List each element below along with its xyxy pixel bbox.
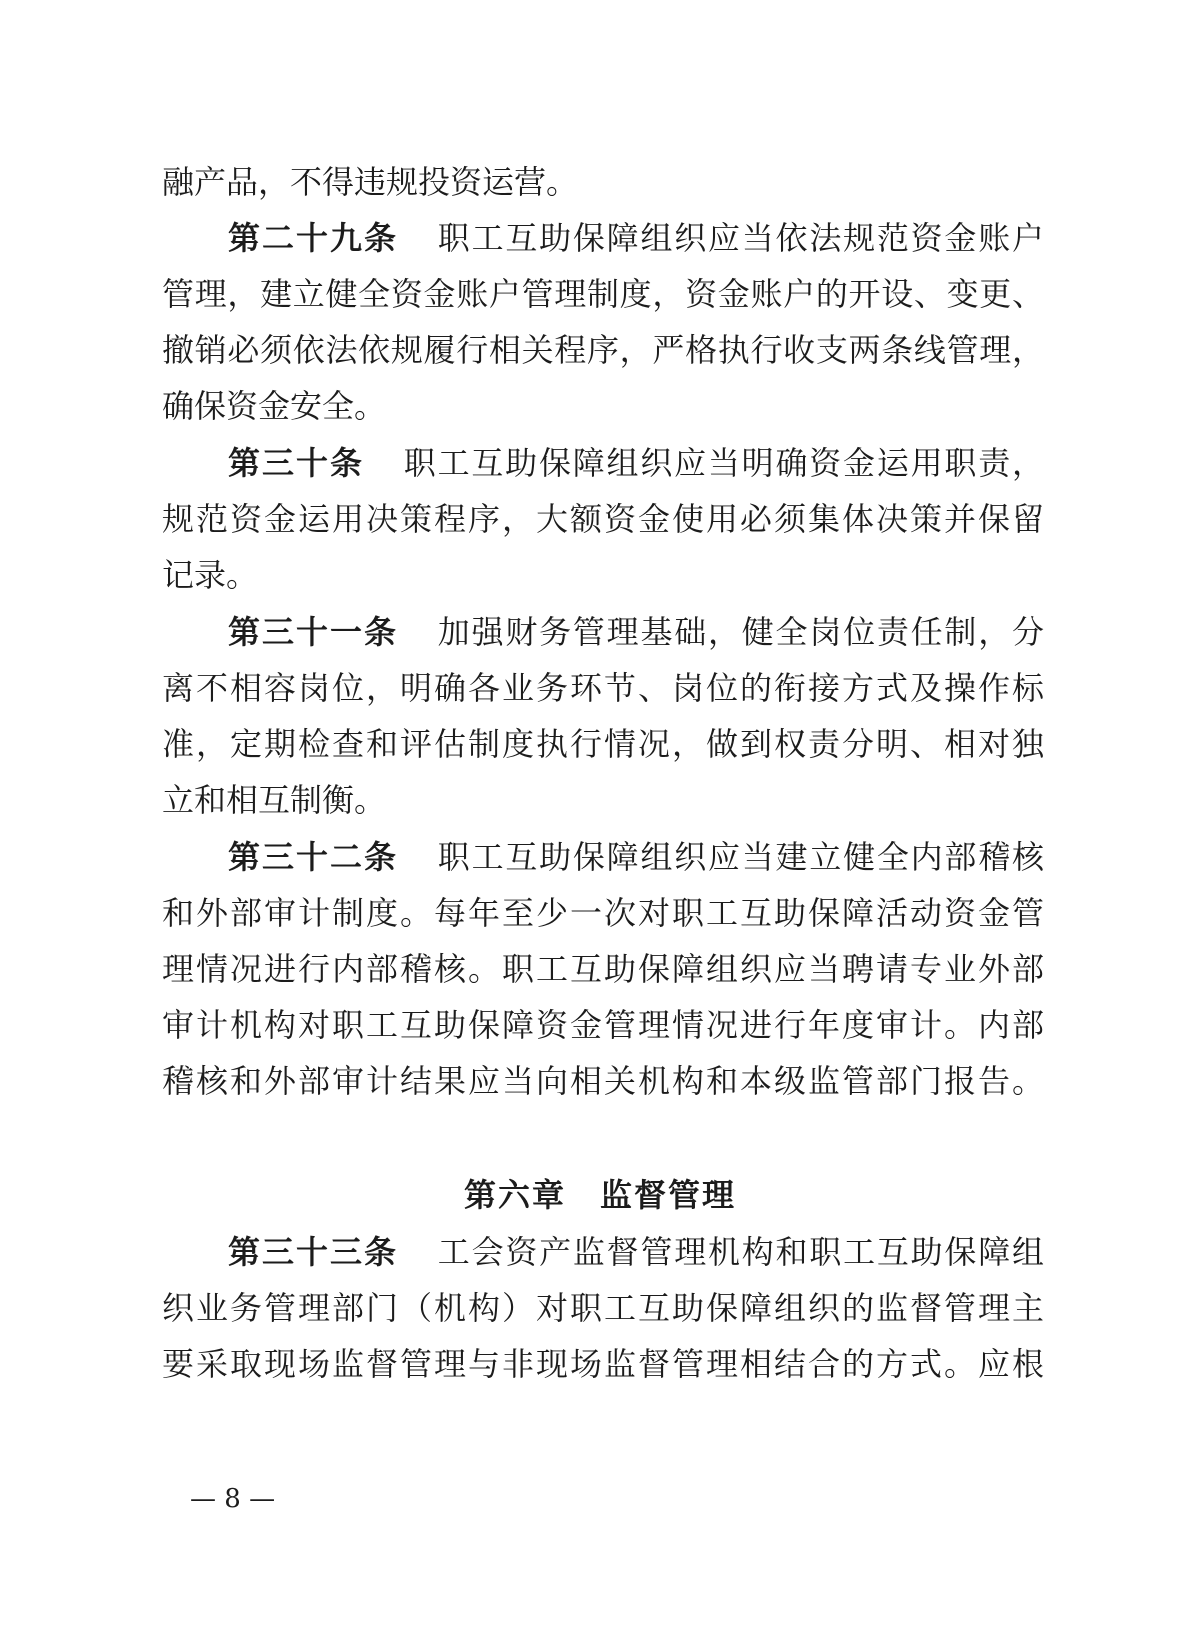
article-text: 职工互助保障组织应当明确资金运用职责， — [402, 444, 1044, 482]
article-number: 第二十九条 — [228, 219, 399, 257]
article-text: 职工互助保障组织应当依法规范资金账户 — [436, 219, 1044, 257]
body-line: 管理，建立健全资金账户管理制度，资金账户的开设、变更、 — [162, 275, 1044, 313]
article-first-line — [228, 439, 1044, 487]
body-line: 准，定期检查和评估制度执行情况，做到权责分明、相对独 — [162, 725, 1044, 763]
article-number: 第三十三条 — [228, 1233, 399, 1271]
body-line: 离不相容岗位，明确各业务环节、岗位的衔接方式及操作标 — [162, 669, 1044, 707]
body-line: 确保资金安全。 — [162, 387, 387, 425]
body-line: 织业务管理部门（机构）对职工互助保障组织的监督管理主 — [162, 1289, 1044, 1327]
article-first-line — [228, 833, 1044, 881]
page-number: — 8 — — [190, 1484, 276, 1514]
chapter-heading: 第六章 监督管理 — [463, 1176, 736, 1214]
body-line: 融产品，不得违规投资运营。 — [162, 163, 579, 201]
body-line: 理情况进行内部稽核。职工互助保障组织应当聘请专业外部 — [162, 950, 1044, 988]
body-line: 规范资金运用决策程序，大额资金使用必须集体决策并保留 — [162, 500, 1044, 538]
article-first-line — [228, 214, 1044, 262]
body-line: 和外部审计制度。每年至少一次对职工互助保障活动资金管 — [162, 894, 1044, 932]
article-number: 第三十一条 — [228, 613, 399, 651]
article-text: 加强财务管理基础，健全岗位责任制，分 — [436, 613, 1044, 651]
body-line: 要采取现场监督管理与非现场监督管理相结合的方式。应根 — [162, 1345, 1044, 1383]
body-line: 审计机构对职工互助保障资金管理情况进行年度审计。内部 — [162, 1006, 1044, 1044]
body-line: 稽核和外部审计结果应当向相关机构和本级监管部门报告。 — [162, 1062, 1044, 1100]
article-first-line — [228, 1228, 1044, 1276]
article-number: 第三十二条 — [228, 838, 399, 876]
body-line: 撤销必须依法依规履行相关程序，严格执行收支两条线管理， — [162, 331, 1044, 369]
article-text: 工会资产监督管理机构和职工互助保障组 — [436, 1233, 1044, 1271]
article-number: 第三十条 — [228, 444, 365, 482]
article-text: 职工互助保障组织应当建立健全内部稽核 — [436, 838, 1044, 876]
body-line: 记录。 — [162, 556, 259, 594]
article-first-line — [228, 608, 1044, 656]
body-line: 立和相互制衡。 — [162, 781, 387, 819]
